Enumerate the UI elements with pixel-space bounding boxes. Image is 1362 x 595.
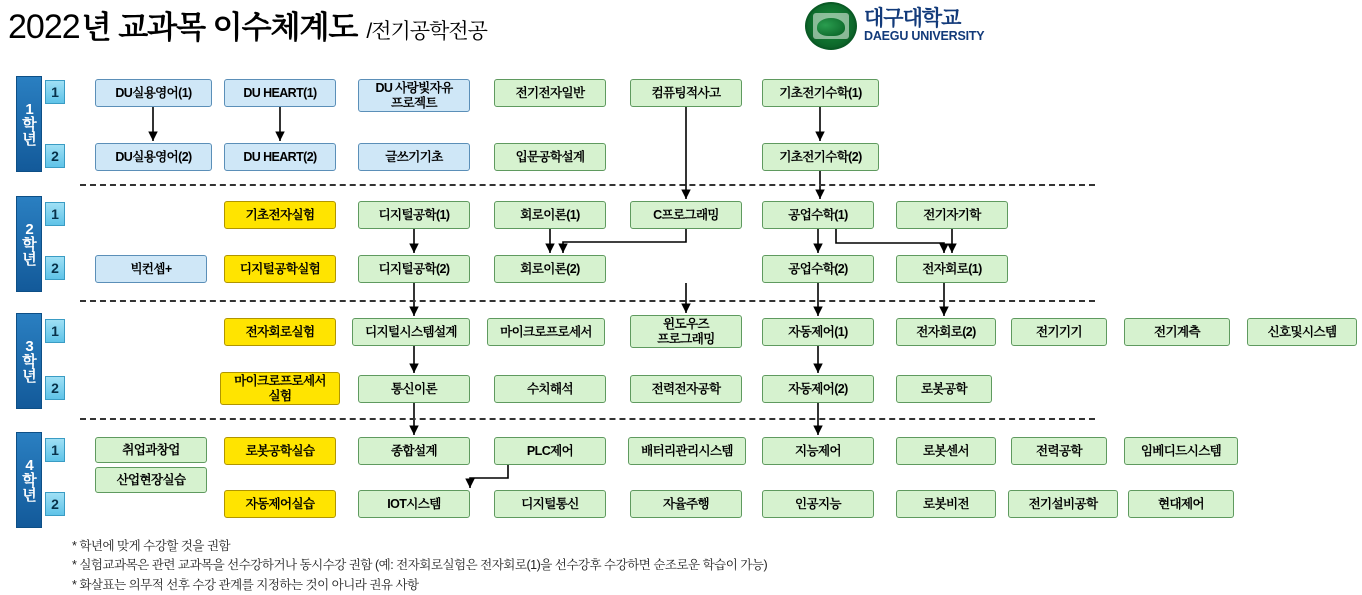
course-node[interactable]: 공업수학(1)	[762, 201, 874, 229]
title-subtitle: /전기공학전공	[366, 20, 487, 43]
divider-year-2-3	[80, 300, 1095, 302]
semester-label: 1	[51, 442, 59, 458]
logo-name-kr: 대구대학교	[864, 7, 961, 31]
footnote-1: * 학년에 맞게 수강할 것을 권함	[72, 539, 231, 553]
semester-4-2	[45, 492, 65, 516]
course-node[interactable]: 임베디드시스템	[1124, 437, 1238, 465]
course-node[interactable]: 기초전기수학(2)	[762, 143, 879, 171]
course-node[interactable]: 전기설비공학	[1008, 490, 1118, 518]
course-node[interactable]: DU 사랑빛자유 프로젝트	[358, 79, 470, 112]
year-rail-3	[16, 313, 42, 409]
footnote-2: * 실험교과목은 관련 교과목을 선수강하거나 동시수강 권함 (예: 전자회로실험은 전자회로(1)을 선수강후 수강하면 순조로운 학습이 가능)	[72, 558, 768, 573]
semester-label: 2	[51, 260, 59, 276]
course-node[interactable]: 산업현장실습	[95, 467, 207, 493]
course-node[interactable]: 마이크로프로세서 실험	[220, 372, 340, 405]
semester-2-2	[45, 256, 65, 280]
course-node[interactable]: 로봇공학	[896, 375, 992, 403]
course-node[interactable]: 전기계측	[1124, 318, 1230, 346]
course-node[interactable]: 로봇비전	[896, 490, 996, 518]
page-header	[0, 0, 1362, 56]
semester-label: 1	[51, 84, 59, 100]
course-node[interactable]: 회로이론(2)	[494, 255, 606, 283]
course-node[interactable]: 종합설계	[358, 437, 470, 465]
course-node[interactable]: 통신이론	[358, 375, 470, 403]
course-node[interactable]: 로봇공학실습	[224, 437, 336, 465]
course-node[interactable]: 로봇센서	[896, 437, 996, 465]
semester-3-2	[45, 376, 65, 400]
course-node[interactable]: 디지털공학(1)	[358, 201, 470, 229]
course-node[interactable]: 입문공학설계	[494, 143, 606, 171]
year-number-3: 3	[25, 337, 33, 355]
course-node[interactable]: 자율주행	[630, 490, 742, 518]
year-number-1: 1	[25, 100, 33, 118]
semester-label: 1	[51, 323, 59, 339]
course-node[interactable]: 기초전기수학(1)	[762, 79, 879, 107]
semester-label: 2	[51, 148, 59, 164]
course-node[interactable]: 윈도우즈 프로그래밍	[630, 315, 742, 348]
year-char-2b: 년	[22, 250, 36, 268]
course-node[interactable]: 공업수학(2)	[762, 255, 874, 283]
semester-4-1	[45, 438, 65, 462]
course-node[interactable]: 신호및시스템	[1247, 318, 1357, 346]
course-node[interactable]: 디지털통신	[494, 490, 606, 518]
year-rail-2	[16, 196, 42, 292]
course-node[interactable]: DU HEART(2)	[224, 143, 336, 171]
course-node[interactable]: 전자회로실험	[224, 318, 336, 346]
course-node[interactable]: DU실용영어(1)	[95, 79, 212, 107]
course-node[interactable]: 글쓰기기초	[358, 143, 470, 171]
year-char-1a: 학	[22, 115, 36, 133]
course-node[interactable]: 인공지능	[762, 490, 874, 518]
course-node[interactable]: 현대제어	[1128, 490, 1234, 518]
semester-label: 2	[51, 496, 59, 512]
daegu-university-emblem-icon	[805, 2, 857, 50]
course-node[interactable]: PLC제어	[494, 437, 606, 465]
course-node[interactable]: 전력전자공학	[630, 375, 742, 403]
course-node[interactable]: 자동제어(2)	[762, 375, 874, 403]
semester-2-1	[45, 202, 65, 226]
course-node[interactable]: 전자회로(2)	[896, 318, 996, 346]
course-node[interactable]: 전기기기	[1011, 318, 1107, 346]
course-node[interactable]: 전기자기학	[896, 201, 1008, 229]
course-node[interactable]: 디지털공학실험	[224, 255, 336, 283]
semester-3-1	[45, 319, 65, 343]
course-node[interactable]: C프로그래밍	[630, 201, 742, 229]
year-char-1b: 년	[22, 130, 36, 148]
course-node[interactable]: 컴퓨팅적사고	[630, 79, 742, 107]
year-rail-1	[16, 76, 42, 172]
title-year: 2022	[8, 8, 80, 46]
course-node[interactable]: 디지털공학(2)	[358, 255, 470, 283]
course-node[interactable]: 빅컨셉+	[95, 255, 207, 283]
year-char-3a: 학	[22, 352, 36, 370]
course-node[interactable]: 수치해석	[494, 375, 606, 403]
course-node[interactable]: 자동제어실습	[224, 490, 336, 518]
course-node[interactable]: 마이크로프로세서	[487, 318, 605, 346]
logo-name-en: DAEGU UNIVERSITY	[864, 29, 985, 44]
course-node[interactable]: IOT시스템	[358, 490, 470, 518]
course-node[interactable]: 자동제어(1)	[762, 318, 874, 346]
course-node[interactable]: 지능제어	[762, 437, 874, 465]
year-char-2a: 학	[22, 235, 36, 253]
year-number-2: 2	[25, 220, 33, 238]
course-node[interactable]: 배터리관리시스템	[628, 437, 746, 465]
footnotes	[72, 537, 767, 595]
page-title	[8, 2, 487, 47]
year-char-4b: 년	[22, 486, 36, 504]
footnote-3: * 화살표는 의무적 선후 수강 관계를 지정하는 것이 아니라 권유 사항	[72, 577, 419, 592]
year-number-4: 4	[25, 456, 33, 474]
semester-label: 2	[51, 380, 59, 396]
year-char-3b: 년	[22, 367, 36, 385]
divider-year-3-4	[80, 418, 1095, 420]
university-logo	[805, 2, 984, 50]
semester-label: 1	[51, 206, 59, 222]
semester-1-2	[45, 144, 65, 168]
year-char-4a: 학	[22, 471, 36, 489]
course-node[interactable]: 전자회로(1)	[896, 255, 1008, 283]
course-node[interactable]: 취업과창업	[95, 437, 207, 463]
semester-1-1	[45, 80, 65, 104]
year-rail-4	[16, 432, 42, 528]
course-node[interactable]: 전기전자일반	[494, 79, 606, 107]
divider-year-1-2	[80, 184, 1095, 186]
course-node[interactable]: DU실용영어(2)	[95, 143, 212, 171]
course-node[interactable]: DU HEART(1)	[224, 79, 336, 107]
course-node[interactable]: 디지털시스템설계	[352, 318, 470, 346]
course-node[interactable]: 기초전자실험	[224, 201, 336, 229]
course-node[interactable]: 전력공학	[1011, 437, 1107, 465]
course-node[interactable]: 회로이론(1)	[494, 201, 606, 229]
title-main: 년 교과목 이수체계도	[81, 10, 358, 45]
